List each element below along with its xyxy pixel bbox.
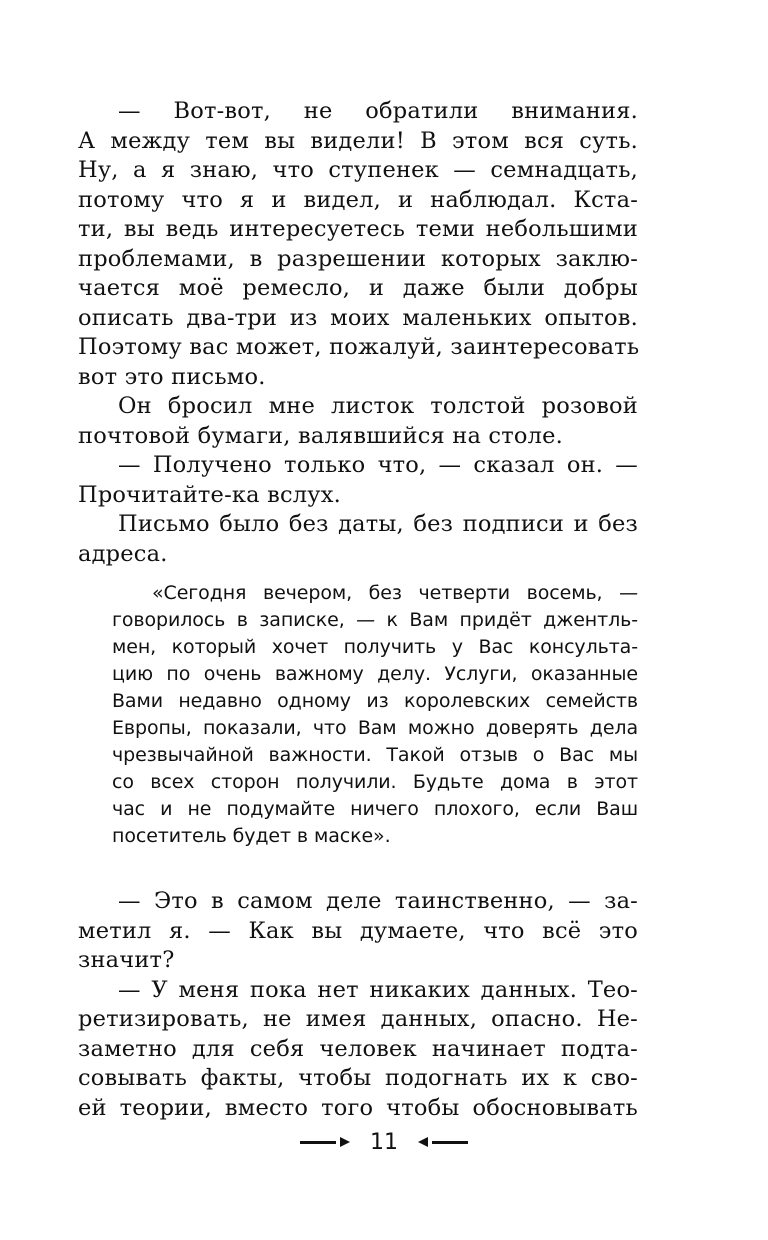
- text-line: час и не подумайте ничего плохого, если Ваш: [112, 798, 638, 820]
- text-line: Вами недавно одному из королевских семейств: [112, 690, 638, 712]
- text-line: Ну, а я знаю, что ступенек — семнадцать,: [78, 157, 638, 183]
- text-line: метил я. — Как вы думаете, что всё это: [78, 917, 638, 944]
- text-line: со всех сторон получили. Будьте дома в этот: [112, 771, 638, 793]
- text-line: Он бросил мне листок толстой розовой: [118, 393, 638, 419]
- right-arrow-icon: [340, 1137, 350, 1147]
- text-line: вот это письмо.: [78, 363, 266, 390]
- text-line: совывать факты, чтобы подогнать их к сво-: [78, 1065, 638, 1091]
- text-line: Письмо было без даты, без подписи и без: [118, 511, 638, 537]
- text-line: мен, который хочет получить у Вас консульта-: [112, 636, 638, 658]
- text-line: цию по очень важному делу. Услуги, оказанные: [112, 663, 638, 685]
- text-line: ей теории, вместо того чтобы обосновывать: [78, 1094, 638, 1121]
- text-line: описать два-три из моих маленьких опытов.: [78, 304, 638, 331]
- text-line: говорилось в записке, — к Вам придёт джентль-: [112, 609, 638, 631]
- text-line: — Это в самом деле таинственно, — за-: [118, 888, 638, 914]
- text-line: чрезвычайной важности. Такой отзыв о Вас мы: [112, 744, 638, 766]
- letter-quote-block: [112, 580, 638, 850]
- page-number: 11: [370, 1129, 398, 1155]
- bottom-text-block: [78, 887, 638, 1123]
- text-line: адреса.: [78, 540, 168, 567]
- text-line: проблемами, в разрешении которых заклю-: [78, 245, 638, 272]
- text-line: заметно для себя человек начинает подта-: [78, 1035, 638, 1062]
- text-line: Поэтому вас может, пожалуй, заинтересовать: [78, 334, 640, 360]
- text-line: А между тем вы видели! В этом вся суть.: [78, 127, 638, 154]
- text-line: ти, вы ведь интересуетесь теми небольшими: [78, 216, 638, 242]
- right-dash-ornament: [432, 1141, 468, 1144]
- text-line: — Получено только что, — сказал он. —: [118, 452, 638, 478]
- text-line: Европы, показали, что Вам можно доверять дела: [112, 717, 638, 739]
- text-line: ретизировать, не имея данных, опасно. Не-: [78, 1006, 638, 1032]
- page-footer: [0, 1127, 768, 1157]
- top-text-block: [78, 97, 638, 569]
- text-line: потому что я и видел, и наблюдал. Кста-: [78, 186, 638, 213]
- text-line: Прочитайте-ка вслух.: [78, 481, 341, 508]
- text-line: — Вот-вот, не обратили внимания.: [118, 98, 638, 124]
- text-line: значит?: [78, 947, 175, 973]
- text-line: — У меня пока нет никаких данных. Тео-: [118, 976, 638, 1003]
- text-line: посетитель будет в маске».: [112, 825, 391, 847]
- left-arrow-icon: [418, 1137, 428, 1147]
- text-line: чается моё ремесло, и даже были добры: [78, 275, 638, 301]
- left-dash-ornament: [300, 1141, 336, 1144]
- text-line: почтовой бумаги, валявшийся на столе.: [78, 422, 563, 449]
- text-line: «Сегодня вечером, без четверти восемь, —: [152, 582, 638, 604]
